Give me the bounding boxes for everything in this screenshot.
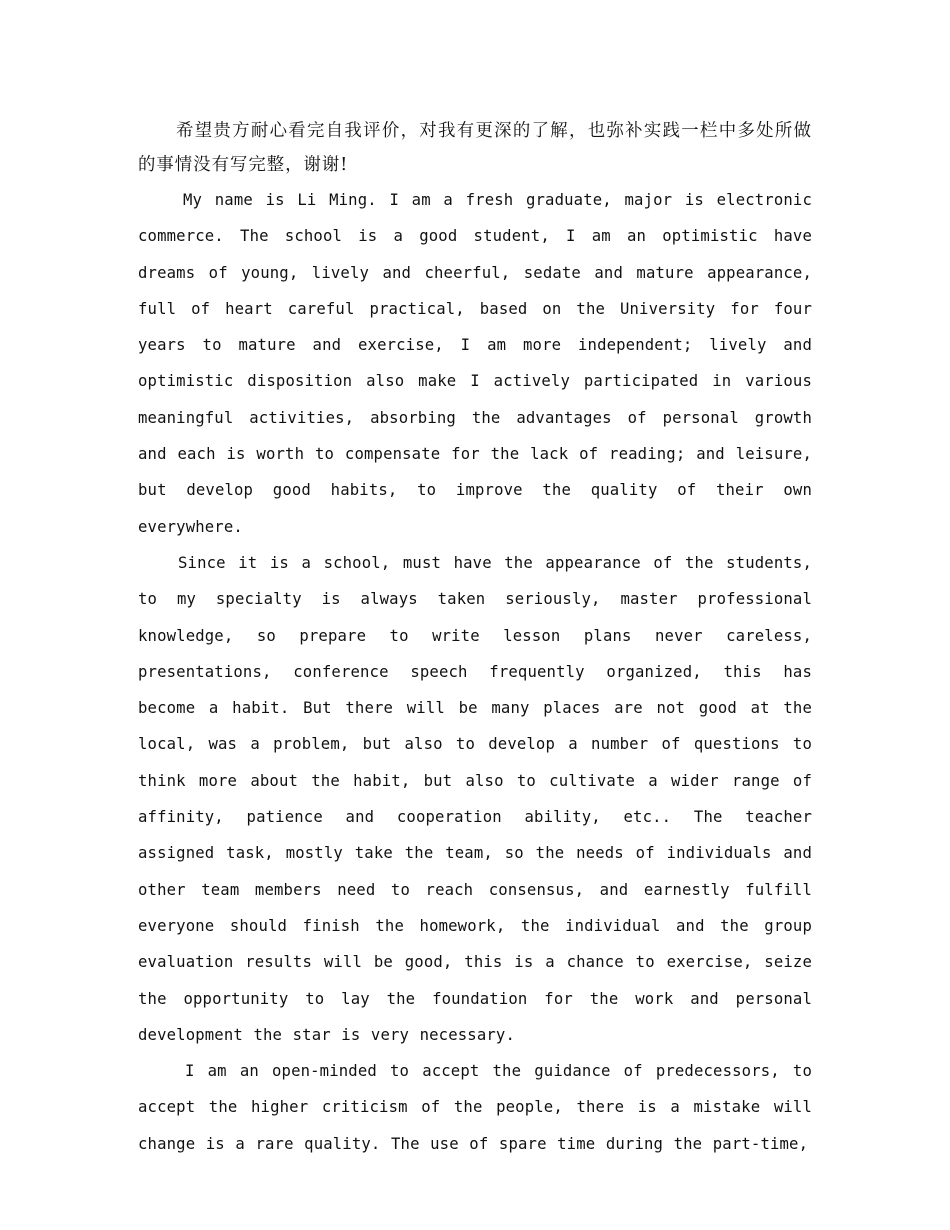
paragraph-school-study: Since it is a school, must have the appearance of the students, to my specialty is always taken seriously, master professional knowledge, so prepare to write lesson plans never careless, presentations, conference speech frequently organized, this has become a habit. But there will be many places are not good at the local, was a problem, but also to develop a number of questions to think more about the habit, but also to cultivate a wider range of affinity, patience and cooperation ability, etc.. The teacher assigned task, mostly take the team, so the needs of individuals and other team members need to reach consensus, and earnestly fulfill everyone should finish the homework, the individual and the group evaluation results will be good, this is a chance to exercise, seize the opportunity to lay the foundation for the work and personal development the star is very necessary. xyxy=(138,553,812,1044)
paragraph-self-introduction: My name is Li Ming. I am a fresh graduate, major is electronic commerce. The school is a good student, I am an optimistic have dreams of young, lively and cheerful, sedate and mature appearance, full of heart careful practical, based on the University for four years to mature and exercise, I am more independent; lively and optimistic disposition also make I actively participated in various meaningful activities, absorbing the advantages of personal growth and each is worth to compensate for the lack of reading; and leisure, but develop good habits, to improve the quality of their own everywhere. xyxy=(138,191,812,536)
document-body xyxy=(138,114,812,1162)
intro-paragraph: 希望贵方耐心看完自我评价，对我有更深的了解，也弥补实践一栏中多处所做的事情没有写完整，谢谢! xyxy=(138,121,812,175)
paragraph-personal-quality: I am an open-minded to accept the guidance of predecessors, to accept the higher criticism of the people, there is a mistake will change is a rare quality. The use of spare time during the part-time, xyxy=(138,1062,812,1153)
